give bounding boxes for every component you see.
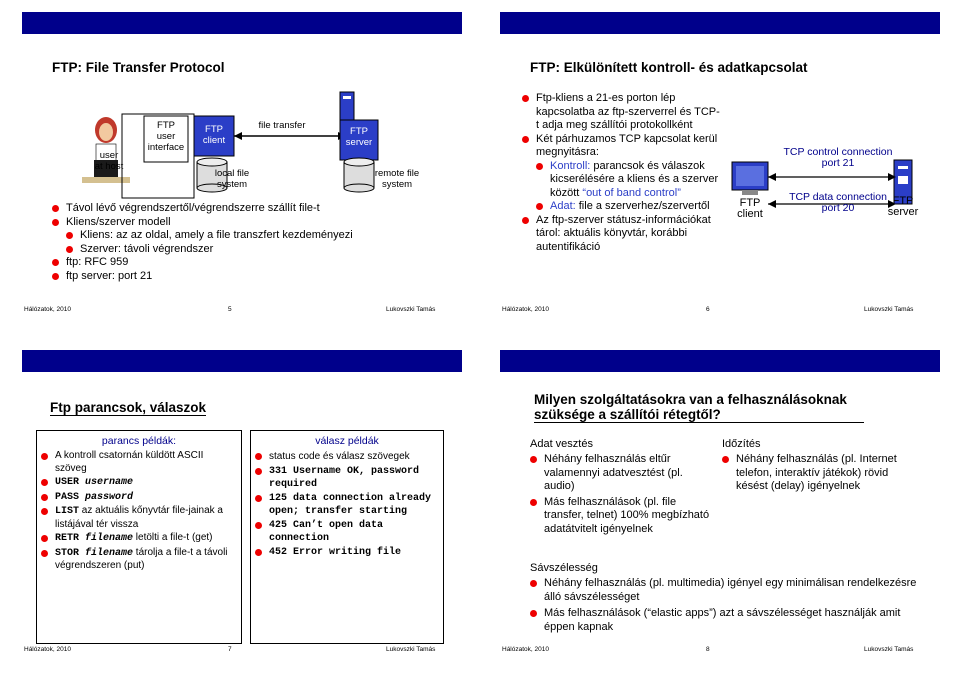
replies-heading: válasz példák xyxy=(315,435,379,447)
replies-panel xyxy=(250,430,444,644)
ftp-server-label: FTP server xyxy=(887,195,919,218)
section-heading: Sávszélesség xyxy=(530,562,598,574)
footer-left: Hálózatok, 2010 xyxy=(502,306,549,313)
bullet-list xyxy=(52,202,452,283)
list-item: RETR filename letölti a file-t (get) xyxy=(41,532,237,546)
page-number: 6 xyxy=(706,306,710,313)
page-number: 7 xyxy=(228,646,232,653)
list-item: Az ftp-szerver státusz-információkat tárol: aktuális könyvtár, korábbi autentifikáció xyxy=(522,214,722,255)
commands-panel xyxy=(36,430,242,644)
ftp-client-label: FTP client xyxy=(202,124,226,146)
list-item: Kliens/szerver modell xyxy=(52,216,452,230)
commands-heading: parancs példák: xyxy=(101,435,177,447)
list-item: Két párhuzamos TCP kapcsolat kerül megnyitásra: xyxy=(522,133,722,160)
slide-5 xyxy=(22,12,462,312)
list-item: Néhány felhasználás (pl. Internet telefon, interaktív játékok) rövid késést (delay) igényelnek xyxy=(722,453,902,494)
client-computer-icon xyxy=(732,162,768,195)
list-item: Néhány felhasználás (pl. multimedia) igényel egy minimálisan rendelkezésre álló sávszélességet xyxy=(530,577,920,604)
footer-left: Hálózatok, 2010 xyxy=(502,646,549,653)
list-item: Adat: file a szerverhez/szervertől xyxy=(522,200,722,214)
list-item: USER username xyxy=(41,476,237,490)
list-item: Más felhasználások (pl. file transfer, telnet) 100% megbízható adatátvitelt igényelnek xyxy=(530,496,710,537)
list-item: STOR filename tárolja a file-t a távoli végrendszeren (put) xyxy=(41,547,237,573)
ftp-user-interface-label: FTP user interface xyxy=(147,120,185,153)
list-item: LIST az aktuális kőnyvtár file-jainak a listájával tér vissza xyxy=(41,505,237,531)
connection-diagram xyxy=(500,12,940,272)
ftp-client-label: FTP client xyxy=(737,197,763,220)
list-item: 125 data connection already open; transfer starting xyxy=(255,492,439,518)
list-item: status code és válasz szövegek xyxy=(255,450,439,464)
data-loss-column xyxy=(530,438,710,536)
list-item: Ftp-kliens a 21-es porton lép kapcsolatba az ftp-szerverrel és TCP-t adja meg szállítói protokollként xyxy=(522,92,722,133)
list-item: ftp server: port 21 xyxy=(52,270,452,284)
footer-right: Lukovszki Tamás xyxy=(864,306,914,313)
page-number: 5 xyxy=(228,306,232,313)
slide-7 xyxy=(22,350,462,653)
slide-6 xyxy=(500,12,940,312)
column-heading: Adat vesztés xyxy=(530,438,593,450)
list-item: PASS password xyxy=(41,491,237,505)
slide-8 xyxy=(500,350,940,653)
footer-right: Lukovszki Tamás xyxy=(864,646,914,653)
user-at-host-label: user at host xyxy=(94,150,124,172)
remote-file-system-label: remote file system xyxy=(374,168,420,190)
list-item: A kontroll csatornán küldött ASCII szöveg xyxy=(41,450,237,475)
ftp-server-label: FTP server xyxy=(345,126,373,148)
list-item: Más felhasználások (“elastic apps”) azt a sávszélességet használják amit éppen kapnak xyxy=(530,607,920,634)
list-item: Kontroll: parancsok és válaszok kicserélésére a kliens és a szerver között “out of band control” xyxy=(522,160,722,201)
slide-title: Milyen szolgáltatásokra van a felhasználásoknak szüksége a szállítói rétegtől? xyxy=(534,392,864,423)
list-item: ftp: RFC 959 xyxy=(52,256,452,270)
list-item: Kliens: az az oldal, amely a file transzfert kezdeményezi xyxy=(52,229,452,243)
slide-title: FTP: File Transfer Protocol xyxy=(52,60,225,75)
file-transfer-label: file transfer xyxy=(258,120,306,131)
commands-list xyxy=(37,447,241,573)
slide-title: Ftp parancsok, válaszok xyxy=(50,400,207,415)
tcp-data-label: TCP data connection port 20 xyxy=(789,191,887,214)
footer-right: Lukovszki Tamás xyxy=(386,646,436,653)
footer-right: Lukovszki Tamás xyxy=(386,306,436,313)
bandwidth-section xyxy=(530,562,920,634)
list-item: Néhány felhasználás eltűr valamennyi adatvesztést (pl. audio) xyxy=(530,453,710,494)
slide-header-bar xyxy=(500,350,940,372)
list-item: 425 Can’t open data connection xyxy=(255,519,439,545)
column-heading: Időzítés xyxy=(722,438,761,450)
replies-list xyxy=(251,447,443,559)
page-number: 8 xyxy=(706,646,710,653)
footer-left: Hálózatok, 2010 xyxy=(24,646,71,653)
list-item: 452 Error writing file xyxy=(255,546,439,559)
list-item: Távol lévő végrendszertől/végrendszerre szállít file-t xyxy=(52,202,452,216)
local-file-system-label: local file system xyxy=(214,168,250,190)
list-item: 331 Username OK, password required xyxy=(255,465,439,491)
footer-left: Hálózatok, 2010 xyxy=(24,306,71,313)
slide-title: FTP: Elkülönített kontroll- és adatkapcsolat xyxy=(530,60,808,75)
list-item: Szerver: távoli végrendszer xyxy=(52,243,452,257)
slide-header-bar xyxy=(22,350,462,372)
tcp-control-label: TCP control connection port 21 xyxy=(783,146,893,169)
timing-column xyxy=(722,438,902,494)
